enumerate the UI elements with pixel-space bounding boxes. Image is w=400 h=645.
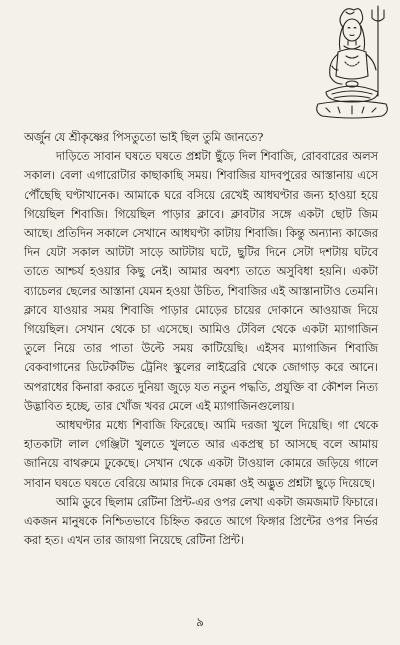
paragraph-2: আধঘণ্টার মধ্যে শিবাজি ফিরেছে। আমি দরজা খুলে দিয়েছি। গা থেকে হাতকাটা লাল গেঞ্জিটা খুলতে খুলতে আর একপ্রস্থ চা আসছে বলে আমায় জানিয়ে বাথরুমে ঢুকেছে। সেখান থেকে একটা টাওয়াল কোমরে জড়িয়ে গালে সাবান ঘষতে ঘষতে বেরিয়ে আমার দিকে বেমক্কা ওই অদ্ভুত প্রশ্নটা ছুড়ে দিয়েছে। [24,419,378,490]
paragraph-1: দাড়িতে সাবান ঘষতে ঘষতে প্রশ্নটা ছুঁড়ে দিল শিবাজি, রোববারের অলস সকাল। বেলা এগারোটার কাছাকাছি সময়। শিবাজির যাদবপুরের আস্তানায় এসে পৌঁছেছি ঘণ্টাখানেক। আমাকে ঘরে বসিয়ে রেখেই আধঘণ্টার জন্য হাওয়া হয়ে গিয়েছিল শিবাজি। গিয়েছিল পাড়ার ক্লাবে। ক্লাবটার সঙ্গে একটা ছোট জিম আছে। প্রতিদিন সকালে সেখানে আধঘণ্টা কাটায় শিবাজি। কিন্তু অন্যান্য কাজের দিন যেটা সকাল আটটা সাড়ে আটটায় ঘটে, ছুটির দিনে সেটা দশটায় ঘটবে তাতে আশ্চর্য হওয়ার কিছু নেই। আমার অবশ্য তাতে অসুবিধা হয়নি। একটা ব্যাচেলর ছেলের আস্তানা যেমন হওয়া উচিত, শিবাজির এই আস্তানাটাও তেমনি। ক্লাবে যাওয়ার সময় শিবাজি পাড়ার মোড়ের চায়ের দোকানে আওয়াজ দিয়ে গিয়েছিল। সেখান থেকে চা এসেছে। আমিও টেবিল থেকে একটা ম্যাগাজিন তুলে নিয়ে তার পাতা উল্টে সময় কাটিয়েছি। এইসব ম্যাগাজিন শিবাজি বেকবাগানের ডিটেকটিভ ট্রেনিং স্কুলের লাইব্রেরি থেকে জোগাড় করে আনে। অপরাধের কিনারা করতে দুনিয়া জুড়ে যত নতুন পদ্ধতি, প্রযুক্তি বা কৌশল নিত্য উদ্ভাবিত হচ্ছে, তার খোঁজ খবর মেলে এই ম্যাগাজিনগুলোয়। [24,150,378,413]
paragraph-3: আমি ডুবে ছিলাম রেটিনা প্রিন্ট-এর ওপর লেখা একটা জমজমাট ফিচারে। একজন মানুষকে নিশ্চিতভাবে চিহ্নিত করতে আগে ফিঙ্গার প্রিন্টের ওপর নির্ভর করা হত। এখন তার জায়গা নিয়েছে রেটিনা প্রিন্ট। [24,495,378,548]
opening-question: অর্জুন যে শ্রীকৃষ্ণের পিসতুতো ভাই ছিল তুমি জানতে? [24,131,264,144]
page-number: ৯ [196,615,204,629]
story-text [24,128,378,550]
shiva-meditating-illustration [312,4,392,120]
